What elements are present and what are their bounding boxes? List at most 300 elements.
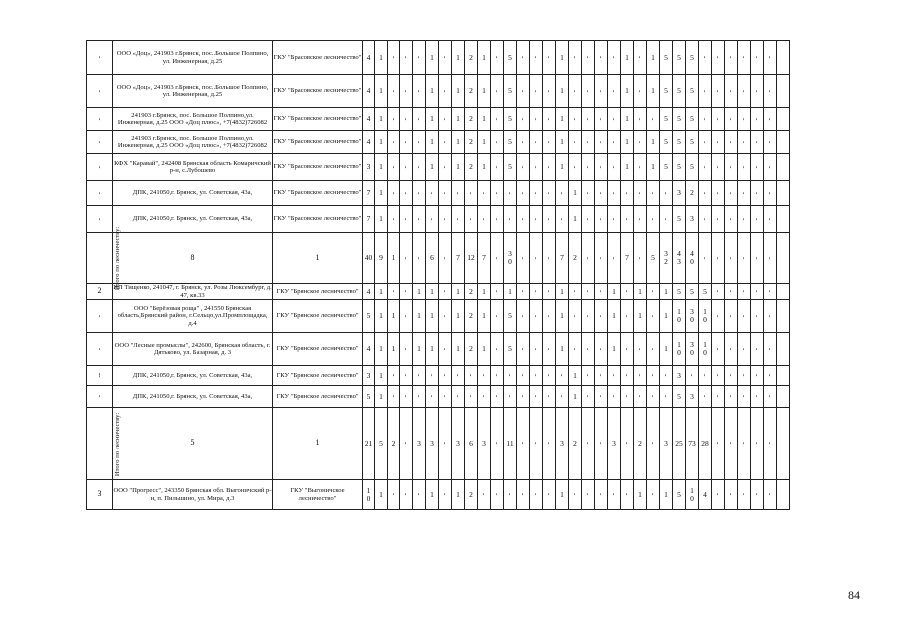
value-cell <box>777 333 790 366</box>
cell-value: 3 0 <box>690 307 694 324</box>
value-cell <box>725 181 738 206</box>
value-cell <box>530 108 543 131</box>
value-cell <box>647 108 660 131</box>
value-cell <box>738 154 751 181</box>
cell-value: - <box>661 375 670 377</box>
value-cell <box>504 480 517 510</box>
cell-value: 1 <box>573 391 577 401</box>
cell-value: 3 <box>690 214 694 224</box>
value-cell <box>556 233 569 284</box>
value-cell <box>439 284 452 300</box>
value-cell <box>504 408 517 480</box>
cell-value: 4 <box>366 344 371 354</box>
cell-value: 1 <box>482 344 486 354</box>
row-number: - <box>94 218 103 221</box>
cell-value: - <box>648 192 657 195</box>
cell-value: - <box>492 375 501 377</box>
cell-value: - <box>505 375 514 377</box>
cell-value: - <box>765 218 774 221</box>
value-cell <box>725 300 738 333</box>
value-cell <box>491 333 504 366</box>
value-cell <box>426 154 439 181</box>
value-cell <box>439 300 452 333</box>
value-cell <box>478 480 491 510</box>
value-cell <box>375 108 388 131</box>
value-cell <box>686 284 699 300</box>
value-cell <box>621 154 634 181</box>
value-cell <box>738 408 751 480</box>
value-cell <box>491 108 504 131</box>
value-cell <box>751 108 764 131</box>
value-cell <box>363 131 375 154</box>
cell-value: - <box>401 396 410 398</box>
value-cell <box>530 480 543 510</box>
forestry-cell: ГКУ "Брянское лесничество" <box>273 300 363 333</box>
value-cell <box>738 386 751 408</box>
cell-value: 4 <box>366 86 371 96</box>
value-cell <box>582 108 595 131</box>
value-cell <box>777 41 790 75</box>
enterprise-name-cell: ДПК, 241050,г. Брянск, ул. Советская, 43а, <box>113 206 273 233</box>
value-cell <box>595 75 608 108</box>
value-cell <box>452 366 465 386</box>
value-cell <box>647 284 660 300</box>
cell-value: - <box>583 192 592 195</box>
cell-value: - <box>765 141 774 144</box>
cell-value: - <box>388 494 397 496</box>
cell-value: - <box>739 375 748 377</box>
value-cell <box>660 75 673 108</box>
cell-value: - <box>726 257 735 260</box>
value-cell <box>426 366 439 386</box>
cell-value: 1 <box>430 114 434 124</box>
cell-value: 1 <box>508 286 512 296</box>
value-cell <box>530 333 543 366</box>
value-cell <box>375 154 388 181</box>
enterprise-name-cell: 241903 г.Брянск, пос. Большое Полпино,ул. Инженерная, д.25 ООО «Доц плюс», +7(4832)726082 <box>113 108 273 131</box>
value-cell <box>673 284 686 300</box>
cell-value: - <box>401 257 410 260</box>
cell-value: - <box>765 443 774 445</box>
cell-value: - <box>726 494 735 496</box>
value-cell <box>439 480 452 510</box>
cell-value: 6 <box>469 438 473 448</box>
cell-value: - <box>531 118 540 121</box>
cell-value: - <box>596 348 605 351</box>
value-cell <box>738 366 751 386</box>
value-cell <box>413 300 426 333</box>
cell-value: 1 <box>456 52 460 62</box>
cell-value: 3 <box>430 438 434 448</box>
cell-value: - <box>583 118 592 121</box>
value-cell <box>634 366 647 386</box>
value-cell <box>478 284 491 300</box>
cell-value: - <box>401 348 410 351</box>
cell-value: - <box>739 192 748 195</box>
cell-value: 4 <box>366 114 371 124</box>
cell-value: - <box>739 118 748 121</box>
value-cell <box>764 41 777 75</box>
cell-value: - <box>518 218 527 221</box>
cell-value: - <box>440 218 449 221</box>
value-cell <box>388 233 400 284</box>
cell-value: - <box>388 166 397 169</box>
value-cell <box>621 233 634 284</box>
value-cell <box>725 41 738 75</box>
cell-value: 7 <box>625 253 629 263</box>
value-cell <box>608 408 621 480</box>
value-cell <box>608 366 621 386</box>
value-cell <box>725 284 738 300</box>
value-cell <box>530 386 543 408</box>
value-cell <box>712 206 725 233</box>
cell-value: - <box>518 141 527 144</box>
cell-value: 1 <box>482 114 486 124</box>
cell-value: - <box>531 141 540 144</box>
value-cell <box>388 333 400 366</box>
cell-value: 5 <box>379 438 383 448</box>
cell-value: 5 <box>664 86 668 96</box>
cell-value: - <box>596 141 605 144</box>
cell-value: - <box>440 396 449 398</box>
cell-value: 5 <box>664 137 668 147</box>
cell-value: - <box>414 192 423 195</box>
value-cell <box>543 408 556 480</box>
cell-value: 2 <box>573 438 577 448</box>
value-cell <box>738 206 751 233</box>
value-cell <box>413 131 426 154</box>
value-cell <box>363 480 375 510</box>
cell-value: - <box>492 166 501 169</box>
cell-value: 12 <box>467 253 475 263</box>
cell-value: - <box>531 348 540 351</box>
value-cell <box>751 154 764 181</box>
value-cell <box>673 386 686 408</box>
value-cell <box>777 386 790 408</box>
cell-value: - <box>635 166 644 169</box>
cell-value: - <box>596 291 605 293</box>
value-cell <box>388 300 400 333</box>
value-cell <box>647 366 660 386</box>
forestry-cell: ГКУ "Брянское лесничество" <box>273 366 363 386</box>
value-cell <box>543 386 556 408</box>
cell-value: - <box>739 348 748 351</box>
value-cell <box>738 131 751 154</box>
cell-value: - <box>583 90 592 93</box>
value-cell <box>647 154 660 181</box>
value-cell <box>569 41 582 75</box>
value-cell <box>375 284 388 300</box>
table-row <box>87 75 790 108</box>
value-cell <box>673 154 686 181</box>
value-cell <box>556 41 569 75</box>
cell-value: 4 <box>703 489 707 499</box>
cell-value: - <box>622 291 631 293</box>
cell-value: - <box>583 141 592 144</box>
cell-value: 1 <box>430 162 434 172</box>
value-cell <box>738 41 751 75</box>
forestry-cell: ГКУ "Брянское лесничество" <box>273 386 363 408</box>
cell-value: - <box>466 396 475 398</box>
cell-value: - <box>700 57 709 59</box>
cell-value: 1 <box>391 253 396 263</box>
value-cell <box>712 154 725 181</box>
cell-value: 1 <box>482 86 486 96</box>
enterprise-name-cell: ООО "Лесные промыслы", 242600, Брянская область, г. Дятьково, ул. Базарная, д. 3 <box>113 333 273 366</box>
cell-value: - <box>635 257 644 260</box>
value-cell <box>478 366 491 386</box>
cell-value: - <box>518 192 527 195</box>
cell-value: - <box>492 57 501 59</box>
cell-value: 1 <box>625 162 629 172</box>
value-cell <box>686 206 699 233</box>
cell-value: - <box>531 291 540 293</box>
cell-value: 1 <box>560 286 564 296</box>
value-cell <box>543 75 556 108</box>
row-number: - <box>94 141 103 144</box>
cell-value: - <box>726 396 735 398</box>
cell-value: - <box>648 218 657 221</box>
cell-value: 1 <box>573 214 577 224</box>
forestry-cell: ГКУ "Брянское лесничество" <box>273 333 363 366</box>
value-cell <box>543 333 556 366</box>
value-cell <box>530 284 543 300</box>
value-cell <box>452 333 465 366</box>
cell-value: 2 <box>469 86 473 96</box>
value-cell <box>491 366 504 386</box>
cell-value: - <box>466 218 475 221</box>
cell-value: - <box>713 494 722 496</box>
cell-value: - <box>388 118 397 121</box>
value-cell <box>777 300 790 333</box>
cell-value: - <box>713 257 722 260</box>
value-cell <box>712 300 725 333</box>
value-cell <box>751 366 764 386</box>
cell-value: 4 0 <box>690 249 694 266</box>
cell-value: - <box>752 90 761 93</box>
forestry-cell: ГКУ "Брасовское лесничество" <box>273 75 363 108</box>
cell-value: 2 <box>573 253 577 263</box>
table-row <box>87 284 790 300</box>
cell-value: 1 <box>456 137 460 147</box>
value-cell <box>751 408 764 480</box>
cell-value: - <box>414 494 423 496</box>
value-cell <box>517 233 530 284</box>
value-cell <box>543 366 556 386</box>
value-cell <box>660 386 673 408</box>
value-cell <box>363 181 375 206</box>
value-cell <box>751 480 764 510</box>
cell-value: 1 <box>612 344 616 354</box>
value-cell <box>465 206 478 233</box>
value-cell <box>569 206 582 233</box>
value-cell <box>426 206 439 233</box>
cell-value: 1 <box>456 86 460 96</box>
cell-value: 5 <box>690 114 694 124</box>
cell-value: - <box>440 375 449 377</box>
value-cell <box>777 131 790 154</box>
cell-value: 1 <box>379 114 383 124</box>
value-cell <box>363 108 375 131</box>
value-cell <box>363 75 375 108</box>
value-cell <box>569 300 582 333</box>
cell-value: - <box>713 192 722 195</box>
value-cell <box>595 284 608 300</box>
value-cell <box>556 386 569 408</box>
value-cell <box>686 333 699 366</box>
cell-value: - <box>739 90 748 93</box>
value-cell <box>465 284 478 300</box>
value-cell <box>426 300 439 333</box>
cell-value: - <box>765 291 774 293</box>
cell-value: - <box>726 218 735 221</box>
cell-value: - <box>713 141 722 144</box>
value-cell <box>569 131 582 154</box>
cell-value: - <box>596 90 605 93</box>
value-cell <box>660 233 673 284</box>
value-cell <box>517 154 530 181</box>
cell-value: - <box>622 396 631 398</box>
value-cell <box>465 233 478 284</box>
enterprise-name-cell: ДПК, 241050,г. Брянск, ул. Советская, 43а, <box>113 386 273 408</box>
value-cell <box>439 386 452 408</box>
cell-value: 2 <box>469 114 473 124</box>
value-cell <box>595 154 608 181</box>
value-cell <box>634 206 647 233</box>
value-cell <box>556 408 569 480</box>
cell-value: - <box>492 218 501 221</box>
cell-value: - <box>622 218 631 221</box>
value-cell <box>595 480 608 510</box>
cell-value: 9 <box>379 253 383 263</box>
cell-value: - <box>713 118 722 121</box>
value-cell <box>660 41 673 75</box>
value-cell <box>375 206 388 233</box>
cell-value: - <box>570 141 579 144</box>
cell-value: - <box>648 315 657 318</box>
cell-value: - <box>440 57 449 59</box>
cell-value: - <box>609 396 618 398</box>
cell-value: - <box>726 315 735 318</box>
cell-value: - <box>388 291 397 293</box>
cell-value: - <box>388 218 397 221</box>
cell-value: - <box>479 218 488 221</box>
value-cell <box>660 366 673 386</box>
value-cell <box>712 480 725 510</box>
row-number-cell <box>87 181 113 206</box>
value-cell <box>621 386 634 408</box>
value-cell <box>400 333 413 366</box>
value-cell <box>621 206 634 233</box>
cell-value: - <box>713 443 722 445</box>
value-cell <box>751 386 764 408</box>
value-cell <box>582 408 595 480</box>
cell-value: 1 <box>430 286 434 296</box>
cell-value: 1 <box>379 311 383 321</box>
value-cell <box>556 333 569 366</box>
cell-value: - <box>596 396 605 398</box>
cell-value: - <box>492 90 501 93</box>
value-cell <box>647 233 660 284</box>
value-cell <box>504 206 517 233</box>
cell-value: - <box>726 141 735 144</box>
cell-value: - <box>609 90 618 93</box>
cell-value: - <box>713 315 722 318</box>
row-number-cell <box>87 284 113 300</box>
value-cell <box>491 300 504 333</box>
value-cell <box>413 408 426 480</box>
cell-value: 1 <box>379 344 383 354</box>
value-cell <box>712 181 725 206</box>
enterprise-name-cell: ООО «Доц», 241903 г.Брянск, пос..Большое Полпино, ул. Инженерная, д.25 <box>113 75 273 108</box>
value-cell <box>699 284 712 300</box>
cell-value: - <box>596 443 605 445</box>
cell-value: - <box>687 375 696 377</box>
cell-value: - <box>414 90 423 93</box>
value-cell <box>634 408 647 480</box>
cell-value: 1 <box>573 370 577 380</box>
cell-value: - <box>518 291 527 293</box>
row-number: - <box>94 57 103 59</box>
cell-value: - <box>609 192 618 195</box>
value-cell <box>465 131 478 154</box>
row-number-cell <box>87 75 113 108</box>
cell-value: - <box>635 396 644 398</box>
value-cell <box>465 108 478 131</box>
cell-value: 1 <box>417 311 421 321</box>
cell-value: - <box>544 218 553 221</box>
value-cell <box>543 41 556 75</box>
cell-value: - <box>739 443 748 445</box>
value-cell <box>504 233 517 284</box>
value-cell <box>543 300 556 333</box>
cell-value: 1 <box>379 489 383 499</box>
cell-value: - <box>453 396 462 398</box>
cell-value: 2 <box>469 344 473 354</box>
cell-value: - <box>544 192 553 195</box>
cell-value: - <box>401 192 410 195</box>
cell-value: - <box>492 396 501 398</box>
cell-value: - <box>661 218 670 221</box>
cell-value: - <box>401 166 410 169</box>
cell-value: - <box>752 348 761 351</box>
cell-value: 1 <box>560 52 564 62</box>
value-cell <box>530 366 543 386</box>
value-cell <box>764 154 777 181</box>
value-cell <box>375 181 388 206</box>
cell-value: 1 <box>379 286 383 296</box>
cell-value: - <box>700 90 709 93</box>
value-cell <box>452 181 465 206</box>
value-cell <box>699 181 712 206</box>
cell-value: 7 <box>482 253 486 263</box>
row-number: - <box>94 192 103 195</box>
value-cell <box>569 181 582 206</box>
value-cell <box>582 480 595 510</box>
value-cell <box>465 75 478 108</box>
cell-value: 1 <box>430 137 434 147</box>
cell-value: - <box>583 218 592 221</box>
cell-value: - <box>700 141 709 144</box>
cell-value: - <box>739 396 748 398</box>
value-cell <box>375 386 388 408</box>
value-cell <box>439 366 452 386</box>
cell-value: 1 <box>625 137 629 147</box>
cell-value: 5 <box>677 114 681 124</box>
value-cell <box>556 206 569 233</box>
cell-value: - <box>557 396 566 398</box>
cell-value: - <box>765 494 774 496</box>
